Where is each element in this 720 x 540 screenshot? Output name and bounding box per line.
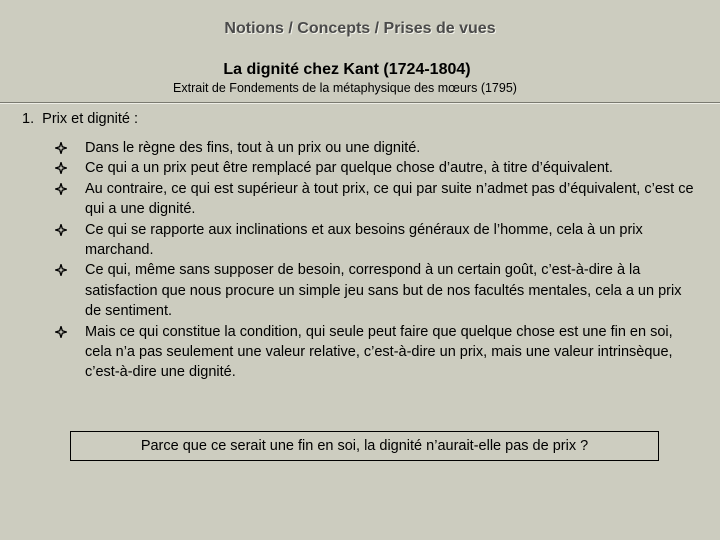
bullet-text: Ce qui se rapporte aux inclinations et aux besoins généraux de l’homme, cela à un prix marchand. [85,221,643,259]
diamond-bullet-icon [55,142,67,154]
question-text: Parce que ce serait une fin en soi, la dignité n’aurait-elle pas de prix ? [140,438,589,454]
diamond-bullet-icon [55,183,67,195]
section-heading: 1. Prix et dignité : [22,111,139,127]
diamond-bullet-icon [55,162,67,174]
question-box [70,431,659,461]
diamond-bullet-icon [55,224,67,236]
header-title: Notions / Concepts / Prises de vues [224,20,496,37]
bullet-list [55,138,695,383]
list-item [55,322,695,383]
bullet-text: Ce qui, même sans supposer de besoin, correspond à un certain goût, c’est-à-dire à la satisfaction que nous procure un simple jeu sans but de nos facultés mentales, cela a un prix de sentiment. [85,262,682,320]
subtitle: Extrait de Fondements de la métaphysique des mœurs (1795) [173,81,517,95]
list-item [55,158,695,178]
list-item [55,179,695,220]
bullet-text: Au contraire, ce qui est supérieur à tout prix, ce qui par suite n’admet pas d’équivalent, c’est ce qui a une dignité. [85,180,694,218]
list-item [55,260,695,321]
bullet-text: Dans le règne des fins, tout à un prix ou une dignité. [85,140,421,156]
list-item [55,138,695,158]
diamond-bullet-icon [55,326,67,338]
main-title: La dignité chez Kant (1724-1804) [223,61,471,78]
diamond-bullet-icon [55,264,67,276]
bullet-text: Ce qui a un prix peut être remplacé par quelque chose d’autre, à titre d’équivalent. [85,160,613,177]
bullet-text: Mais ce qui constitue la condition, qui seule peut faire que quelque chose est une fin en soi, cela n’a pas seulement une valeur relative, c’est-à-dire un prix, mais une valeur intrinsèque, c’est-à-dire une dignité. [85,323,673,381]
list-item [55,220,695,261]
divider [0,102,720,103]
